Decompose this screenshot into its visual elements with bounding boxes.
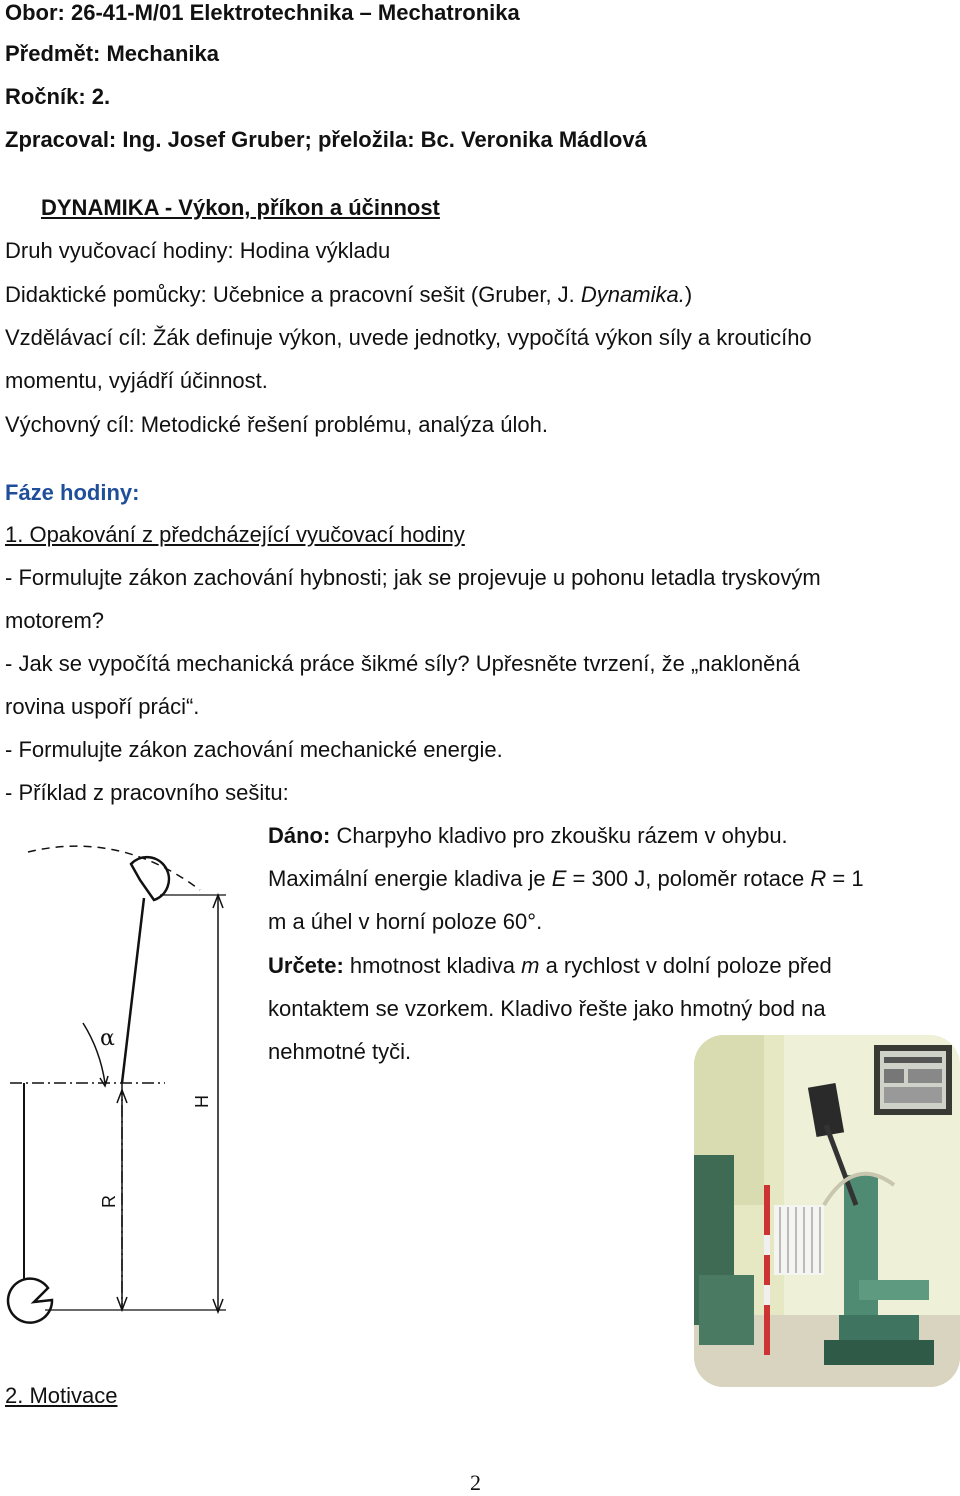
q2-line2: rovina uspoří práci“. xyxy=(5,694,200,719)
alpha-label: α xyxy=(100,1026,115,1051)
pomucky-suffix: ) xyxy=(684,282,693,307)
angle-line: m a úhel v horní poloze 60°. xyxy=(268,909,543,934)
lower-hammer-head xyxy=(8,1279,52,1323)
phase1-title: 1. Opakování z předcházející vyučovací hodiny xyxy=(5,522,465,547)
dano-label: Dáno: xyxy=(268,823,331,848)
pomucky-line xyxy=(5,282,692,308)
dano-line xyxy=(268,823,788,849)
urcete-line xyxy=(268,953,832,979)
urcete-text-b: a rychlost v dolní poloze před xyxy=(539,953,832,978)
energy-text-b: = 300 J, poloměr rotace xyxy=(566,866,811,891)
pendulum-diagram xyxy=(0,840,250,1360)
cil-line1: Vzdělávací cíl: Žák definuje výkon, uvede jednotky, vypočítá výkon síly a krouticího xyxy=(5,325,812,350)
phase2-title: 2. Motivace xyxy=(5,1383,118,1408)
contact-line: kontaktem se vzorkem. Kladivo řešte jako hmotný bod na xyxy=(268,996,826,1021)
q3-line: - Formulujte zákon zachování mechanické energie. xyxy=(5,737,503,762)
phases-heading: Fáze hodiny: xyxy=(5,480,140,505)
urcete-text-a: hmotnost kladiva xyxy=(343,953,522,978)
pomucky-prefix: Didaktické pomůcky: Učebnice a pracovní sešit (Gruber, J. xyxy=(5,282,581,307)
radius-symbol: R xyxy=(810,866,827,891)
urcete-label: Určete: xyxy=(268,953,344,978)
pendulum-rod xyxy=(122,898,144,1083)
charpy-photo-drawing xyxy=(694,1035,960,1387)
predmet-line: Předmět: Mechanika xyxy=(5,41,219,66)
rocnik-line: Ročník: 2. xyxy=(5,84,111,109)
pomucky-italic: Dynamika. xyxy=(580,282,685,307)
energy-line xyxy=(268,866,864,892)
q1-line1: - Formulujte zákon zachování hybnosti; jak se projevuje u pohonu letadla tryskovým xyxy=(5,565,821,590)
cil-line2: momentu, vyjádří účinnost. xyxy=(5,368,268,393)
energy-text-a: Maximální energie kladiva je xyxy=(268,866,552,891)
swing-arc-dashed xyxy=(28,846,200,890)
dano-text: Charpyho kladivo pro zkoušku rázem v ohybu. xyxy=(330,823,788,848)
page-number: 2 xyxy=(470,1470,481,1495)
vychovny-line: Výchovný cíl: Metodické řešení problému, analýza úloh. xyxy=(5,412,548,437)
energy-text-c: = 1 xyxy=(826,866,864,891)
zpracoval-line: Zpracoval: Ing. Josef Gruber; přeložila: Bc. Veronika Mádlová xyxy=(5,127,647,152)
q1-line2: motorem? xyxy=(5,608,105,633)
lesson-title: DYNAMIKA - Výkon, příkon a účinnost xyxy=(41,195,440,220)
mass-symbol: m xyxy=(521,953,540,978)
r-label: R xyxy=(99,1195,119,1208)
obor-line: Obor: 26-41-M/01 Elektrotechnika – Mechatronika xyxy=(5,0,520,25)
q2-line1: - Jak se vypočítá mechanická práce šikmé síly? Upřesněte tvrzení, že „nakloněná xyxy=(5,651,800,676)
upper-hammer-head xyxy=(131,857,169,900)
h-label: H xyxy=(192,1095,212,1108)
energy-symbol: E xyxy=(551,866,567,891)
nehmotne-line: nehmotné tyči. xyxy=(268,1039,412,1064)
q4-line: - Příklad z pracovního sešitu: xyxy=(5,780,289,805)
charpy-hammer-photo xyxy=(694,1035,960,1387)
druh-line: Druh vyučovací hodiny: Hodina výkladu xyxy=(5,238,391,263)
